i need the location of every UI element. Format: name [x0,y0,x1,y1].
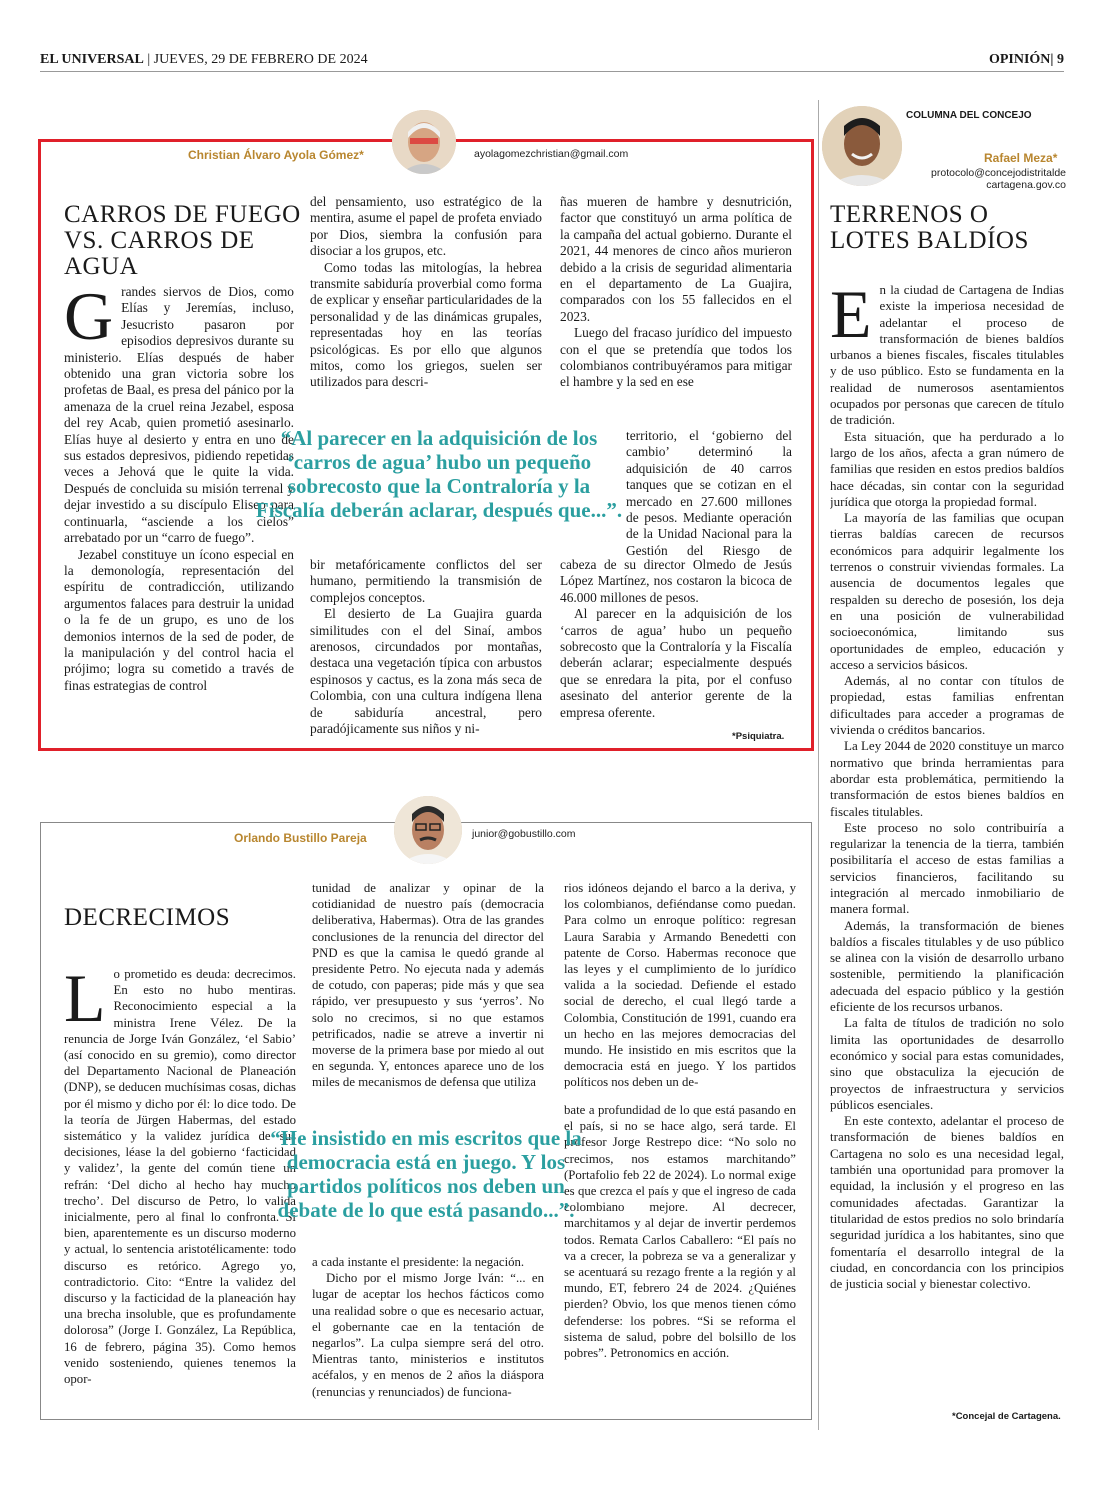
article1-column-3-bottom [560,557,792,729]
a3-p3: La mayoría de las familias que ocupan tierras baldías carecen de recursos económicos para adquirir legalmente los terrenos o construir viviendas formales. La ausencia de documentos legales que respalden su derecho de posesión, los deja en una posición de vulnerabilidad socioeconómica, limitando sus oportunidades de empleo, educación y acceso a servicios básicos. [830,510,1064,672]
a1-c2-p1: del pensamiento, uso estratégico de la mentira, asume el papel de profeta enviado por Dios, siembra la confusión para disociar a los grupos, etc. [310,194,542,259]
a3-p9: En este contexto, adelantar el proceso de transformación de bienes baldíos en Cartagena no solo es una necesidad legal, también una oportunidad para promover la equidad, la inclusión y el progreso en las comunidades afectadas. Garantizar la titularidad de estos predios no solo brindaría seguridad jurídica a los habitantes, sino que fomentaría el desarrollo integral de la ciudad, en concordancia con los principios de justicia social y bienestar colectivo. [830,1113,1064,1292]
a1-c3-p2: Luego del fracaso jurídico del impuesto con el que se pretendía que todos los colombianos contribuyéramos para mitigar el hambre y la sed en ese [560,325,792,390]
a3-p8: La falta de títulos de tradición no solo limita las oportunidades de desarrollo económico y social para estas comunidades, sino que obstaculiza la ejecución de proyectos de infraestructura y servicios públicos esenciales. [830,1015,1064,1112]
masthead-left [40,52,368,68]
a3-p1: n la ciudad de Cartagena de Indias existe la imperiosa necesidad de adelantar el proceso de transformación de bienes baldíos urbanos a bienes fiscales, fiscales titulables y de uso público. Esto se fundamenta en la realidad de numerosos asentamientos ocupados por personas que carecen de título de tradición. [830,282,1064,428]
article2-column-2-top [312,880,544,1104]
column-separator [818,100,819,1430]
headline-terrenos: TERRENOS O LOTES BALDÍOS [830,201,1029,254]
byline-bustillo: Orlando Bustillo Pareja [234,831,367,845]
a2-c3-p2: bate a profundidad de lo que está pasando en el país, si no se hace algo, será tarde. El profesor Jorge Restrepo dice: “No solo no crecimos, nos estamos marchitando” (Portafolio feb 22 de 2024). Lo normal exige es que crezca el país y que el ingreso de cada colombiano mejore. Al decrecer, marchitamos y al dejar de invertir perdemos todos. Remata Carlos Caballero: “El país no va a crecer, la pobreza se va a generalizar y se acentuará su rezago frente a la región y al mundo, ET, febrero 24 de 2024. ¿Quiénes pierden? Obvio, los que menos tienen cómo defenderse: los pobres. “Si se reforma el sistema de salud, pobre del bolsillo de los pobres”. Petronomics en acción. [564,1103,796,1361]
author-photo-bustillo [394,796,462,864]
column-kicker: COLUMNA DEL CONCEJO [906,110,1032,121]
article3-column [830,282,1064,1408]
article2-column-3-bottom [564,1102,796,1414]
byline-meza: Rafael Meza* [984,151,1058,165]
a1-c1-p2: Jezabel constituye un ícono especial en la demonología, representación del espíritu de contradicción, utilizando argumentos falaces para destruir la unidad o la fe de un grupo, es uno de los demonios internos de la sed de poder, de la manipulación y del control hacia el prójimo; logra su cometido a través de finas estrategias de control [64,546,294,693]
article1-column-3-top [560,194,792,426]
a1-c2-p2: Como todas las mitologías, la hebrea transmite sabiduría proverbial como forma de explicar y enseñar particularidades de la personalidad y de las dinámicas grupales, representadas hoy en las teorías psicológicas. Es por ello que algunos mitos, como los griegos, suelen ser utilizados para descri- [310,259,542,390]
headline-decrecimos: DECRECIMOS [64,904,231,931]
a1-c1-p1: randes siervos de Dios, como Elías y Jeremías, incluso, Jesucristo pasaron por episodios depresivos durante su ministerio. Elías después de haber obtenido una gran victoria sobre los profetas de Baal, es presa del pánico por la amenaza de la cruel reina Jezabel, esposa del rey Acab, quien prometió asesinarlo. Elías huye al desierto y entra en uno de sus estados depresivos, pidiendo repetidas veces a Jehová que le quite la vida. Después de concluida su misión terrenal y dejar investido a su discípulo Eliseo para continuarla, “asciende a los cielos” arrebatado por un “carro de fuego”. [64,284,294,546]
a3-p2: Esta situación, que ha perdurado a lo largo de los años, afecta a gran número de familias que residen en estos predios baldíos hace décadas, sin contar con la seguridad jurídica que otorga la propiedad formal. [830,428,1064,509]
a1-c3-p5: Al parecer en la adquisición de los ‘carros de agua’ hubo un pequeño sobrecosto que la Contraloría y la Fiscalía deberán aclarar; especialmente después que se enredara la pita, por el confuso asesinato del anterior gerente de la empresa oferente. [560,606,792,720]
article1-column-2-bottom [310,557,542,745]
article2-column-2-bottom [312,1254,544,1412]
a2-c1-p1: o prometido es deuda: decrecimos. En esto no hubo mentiras. Reconocimiento especial a la ministra Irene Vélez. De la renuncia de Jorge Iván González, ‘el Sabio’ (así conocido en su gremio), como director del Departamento Nacional de Planeación (DNP), se deducen muchísimas cosas, dichas por él mismo y dicho por él: lo dice todo. De la teoría de Jürgen Habermas, del estado sistemático y la validez jurídica de sus decisiones, léase la del gobierno ‘facticidad y validez’, la gente del común tiene un refrán: ‘Del dicho al hecho hay mucho trecho’. Del discurso de Petro, lo valida inicialmente, pero al final lo confronta. Si bien, aparentemente es un discurso moderno y actual, lo sentencia aristotélicamente: todo discurso es retórico. Agrego yo, contradictorio. Cito: “Entre la validez del discurso y la facticidad de la planeación hay una brecha insoluble, que es profundamente dolorosa” (Jorge I. González, La República, 16 de febrero, página 35). Como hemos venido sosteniendo, quienes tenemos la opor- [64,967,296,1387]
a1-c2-p4: El desierto de La Guajira guarda similitudes con el del Sinaí, ambos arenosos, circundados por montañas, destaca una vegetación típica con arbustos espinosos y cactus, es la zona más seca de Colombia, con una cultura indígena llena de sabiduría ancestral, pero paradójicamente sus niños y ni- [310,606,542,737]
a3-p6: Este proceso no solo contribuiría a regularizar la tenencia de la tierra, también posibilitaría el acceso de estas familias a servicios financieros, facilitando su integración al mercado inmobiliario de manera formal. [830,819,1064,917]
footnote-psiquiatra: *Psiquiatra. [732,731,785,742]
a2-c2-p2: a cada instante el presidente: la negación. [312,1255,525,1269]
headline-carros: CARROS DE FUEGO VS. CARROS DE AGUA [64,201,301,280]
a2-c3-p1: rios idóneos dejando el barco a la deriva, y los colombianos, defiéndanse como puedan. Para colmo un enroque político: regresan Laura Sarabia y Armando Benedetti con patente de Corso. Habermas reconoce que las leyes y el cumplimiento de lo jurídico valida a la sociedad. Defiende el estado social de derecho, el cual llegó tarde a Colombia, Constitución de 1991, cuando era un hecho en las mejores democracias del mundo. He insistido en mis escritos que la democracia está en juego. Y los partidos políticos nos deben un de- [564,881,796,1090]
a1-c3-p3: territorio, el ‘gobierno del cambio’ determinó la adquisición de 40 carros tanques que se cotizan en el mercado en 27.600 millones de pesos. Mediante operación de la Unidad Nacional para la Gestión del Riesgo de [626,428,792,558]
a2-c2-p1: tunidad de analizar y opinar de la cotidianidad de nuestro país (democracia deliberativa, Habermas). Otra de las grandes conclusiones de la renuncia del director del PND es que la camisa le quedó grande al presidente Petro. No ejecuta nada y además de cotudo, con paperas; pide más y que sea rápido, ver presupuesto y sus ‘yerros’. No solo no crecimos, si no que estamos petrificados, nadie se atreve a invertir ni moverse de la primera base por miedo al out en segunda. Y, entonces aparece uno de los miles de mecanismos de defensa que utiliza [312,881,544,1090]
section-page-number: OPINIÓN| 9 [988,52,1064,67]
dropcap-l: L [64,966,106,1036]
article2-column-3-top [564,880,796,1102]
author-photo-meza [822,106,902,186]
pullquote-carros: “Al parecer en la adquisición de los ‘carros de agua’ hubo un pequeño sobrecosto que la Contraloría y la Fiscalía deberán aclarar, después que...”. [255,426,623,522]
a1-c3-p1: ñas mueren de hambre y desnutrición, factor que constituyó un arma política de la campaña del actual gobierno. Durante el 2021, 44 menores de cinco años murieron debido a la crisis de seguridad alimentaria en el departamento de La Guajira, comparados con los 55 fallecidos en el 2023. [560,194,792,324]
a1-c3-p4: cabeza de su director Olmedo de Jesús López Martínez, nos costaron la bicoca de 46.000 millones de pesos. [560,557,792,605]
dropcap-g: G [64,284,114,354]
a1-c2-p3: bir metafóricamente conflictos del ser humano, permitiendo la transmisión de complejos conceptos. [310,557,542,605]
author-photo-ayola [392,110,456,174]
a3-p5: La Ley 2044 de 2020 constituye un marco normativo que brinda herramientas para abordar esta problemática, permitiendo la transformación de estos bienes baldíos en fiscales titulables. [830,738,1064,819]
pullquote-democracia: “He insistido en mis escritos que la democracia está en juego. Y los partidos políticos nos deben un debate de lo que está pasando...”. [270,1126,582,1222]
email-bustillo[interactable]: junior@gobustillo.com [472,828,576,840]
byline-ayola: Christian Álvaro Ayola Gómez* [188,148,364,162]
issue-date: | JUEVES, 29 DE FEBRERO DE 2024 [143,52,368,67]
article1-column-2-top [310,194,542,408]
a3-p7: Además, la transformación de bienes baldíos a fiscales titulables y de uso público se alinea con la visión de desarrollo urbano sostenible, permitiendo la planificación adecuada del espacio público y la gestión eficiente de los recursos urbanos. [830,917,1064,1015]
a3-p4: Además, al no contar con títulos de propiedad, estas familias enfrentan dificultades para acceder a programas de vivienda o créditos bancarios. [830,673,1064,738]
article1-column-3-mid [626,428,792,558]
a2-c2-p3: Dicho por el mismo Jorge Iván: “... en lugar de aceptar los hechos fácticos como una realidad sobre o que es necesario actuar, el gobernante cae en la tentación de negarlos”. La culpa siempre será del otro. Mientras tanto, ministerios e institutos acéfalos, y en menos de 2 años la diáspora (renuncias y renunciados) de funciona- [312,1271,544,1399]
page-masthead [40,52,1064,72]
email-meza[interactable]: protocolo@concejodistritalde cartagena.gov.co [931,167,1066,191]
dropcap-e: E [830,282,872,352]
article2-column-1 [64,966,296,1412]
footnote-concejal: *Concejal de Cartagena. [952,1411,1061,1422]
paper-name: EL UNIVERSAL [40,52,144,67]
email-ayola[interactable]: ayolagomezchristian@gmail.com [474,148,629,160]
